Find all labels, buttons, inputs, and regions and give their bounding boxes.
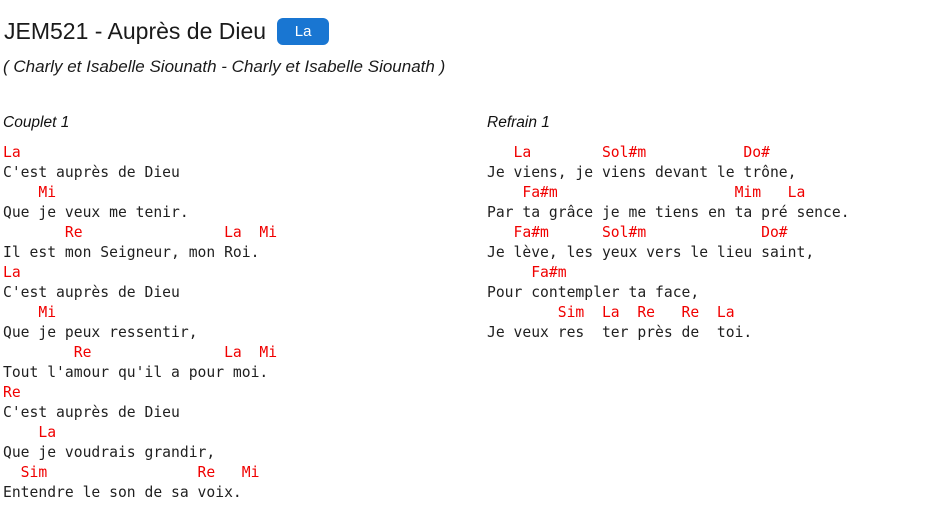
refrain-lines xyxy=(487,143,850,343)
lyric-line: C'est auprès de Dieu xyxy=(3,284,180,301)
lyric-line: Je lève, les yeux vers le lieu saint, xyxy=(487,244,815,261)
chord-line: La Sol#m Do# xyxy=(487,144,770,161)
page-title: JEM521 - Auprès de Dieu xyxy=(4,18,267,44)
lyric-line: Par ta grâce je me tiens en ta pré sence. xyxy=(487,204,850,221)
chord-line: La xyxy=(3,144,21,161)
authors-line: ( Charly et Isabelle Siounath - Charly et Isabelle Siounath ) xyxy=(3,57,446,76)
section-title-refrain: Refrain 1 xyxy=(487,114,550,131)
chord-line: Sim Re Mi xyxy=(3,464,260,481)
chord-line: Sim La Re Re La xyxy=(487,304,735,321)
key-badge[interactable]: La xyxy=(277,18,329,45)
couplet-column xyxy=(3,113,277,503)
chord-line: La xyxy=(3,264,21,281)
lyric-line: C'est auprès de Dieu xyxy=(3,164,180,181)
refrain-column xyxy=(487,113,850,343)
chord-line: Re xyxy=(3,384,21,401)
lyric-line: C'est auprès de Dieu xyxy=(3,404,180,421)
chord-line: Re La Mi xyxy=(3,224,278,241)
chord-line: Fa#m xyxy=(487,264,567,281)
chord-line: Fa#m Sol#m Do# xyxy=(487,224,788,241)
header xyxy=(4,18,329,45)
lyric-line: Je veux res ter près de toi. xyxy=(487,324,753,341)
section-title-couplet: Couplet 1 xyxy=(3,114,70,131)
lyric-line: Pour contempler ta face, xyxy=(487,284,700,301)
couplet-lines xyxy=(3,143,277,503)
lyric-line: Je viens, je viens devant le trône, xyxy=(487,164,797,181)
lyric-line: Que je voudrais grandir, xyxy=(3,444,216,461)
lyric-line: Que je peux ressentir, xyxy=(3,324,198,341)
lyric-line: Que je veux me tenir. xyxy=(3,204,189,221)
lyric-line: Entendre le son de sa voix. xyxy=(3,484,242,501)
chord-line: Mi xyxy=(3,184,57,201)
lyric-line: Tout l'amour qu'il a pour moi. xyxy=(3,364,269,381)
chord-line: La xyxy=(3,424,57,441)
chord-line: Fa#m Mim La xyxy=(487,184,806,201)
chord-line: Re La Mi xyxy=(3,344,278,361)
chord-line: Mi xyxy=(3,304,57,321)
lyric-line: Il est mon Seigneur, mon Roi. xyxy=(3,244,260,261)
